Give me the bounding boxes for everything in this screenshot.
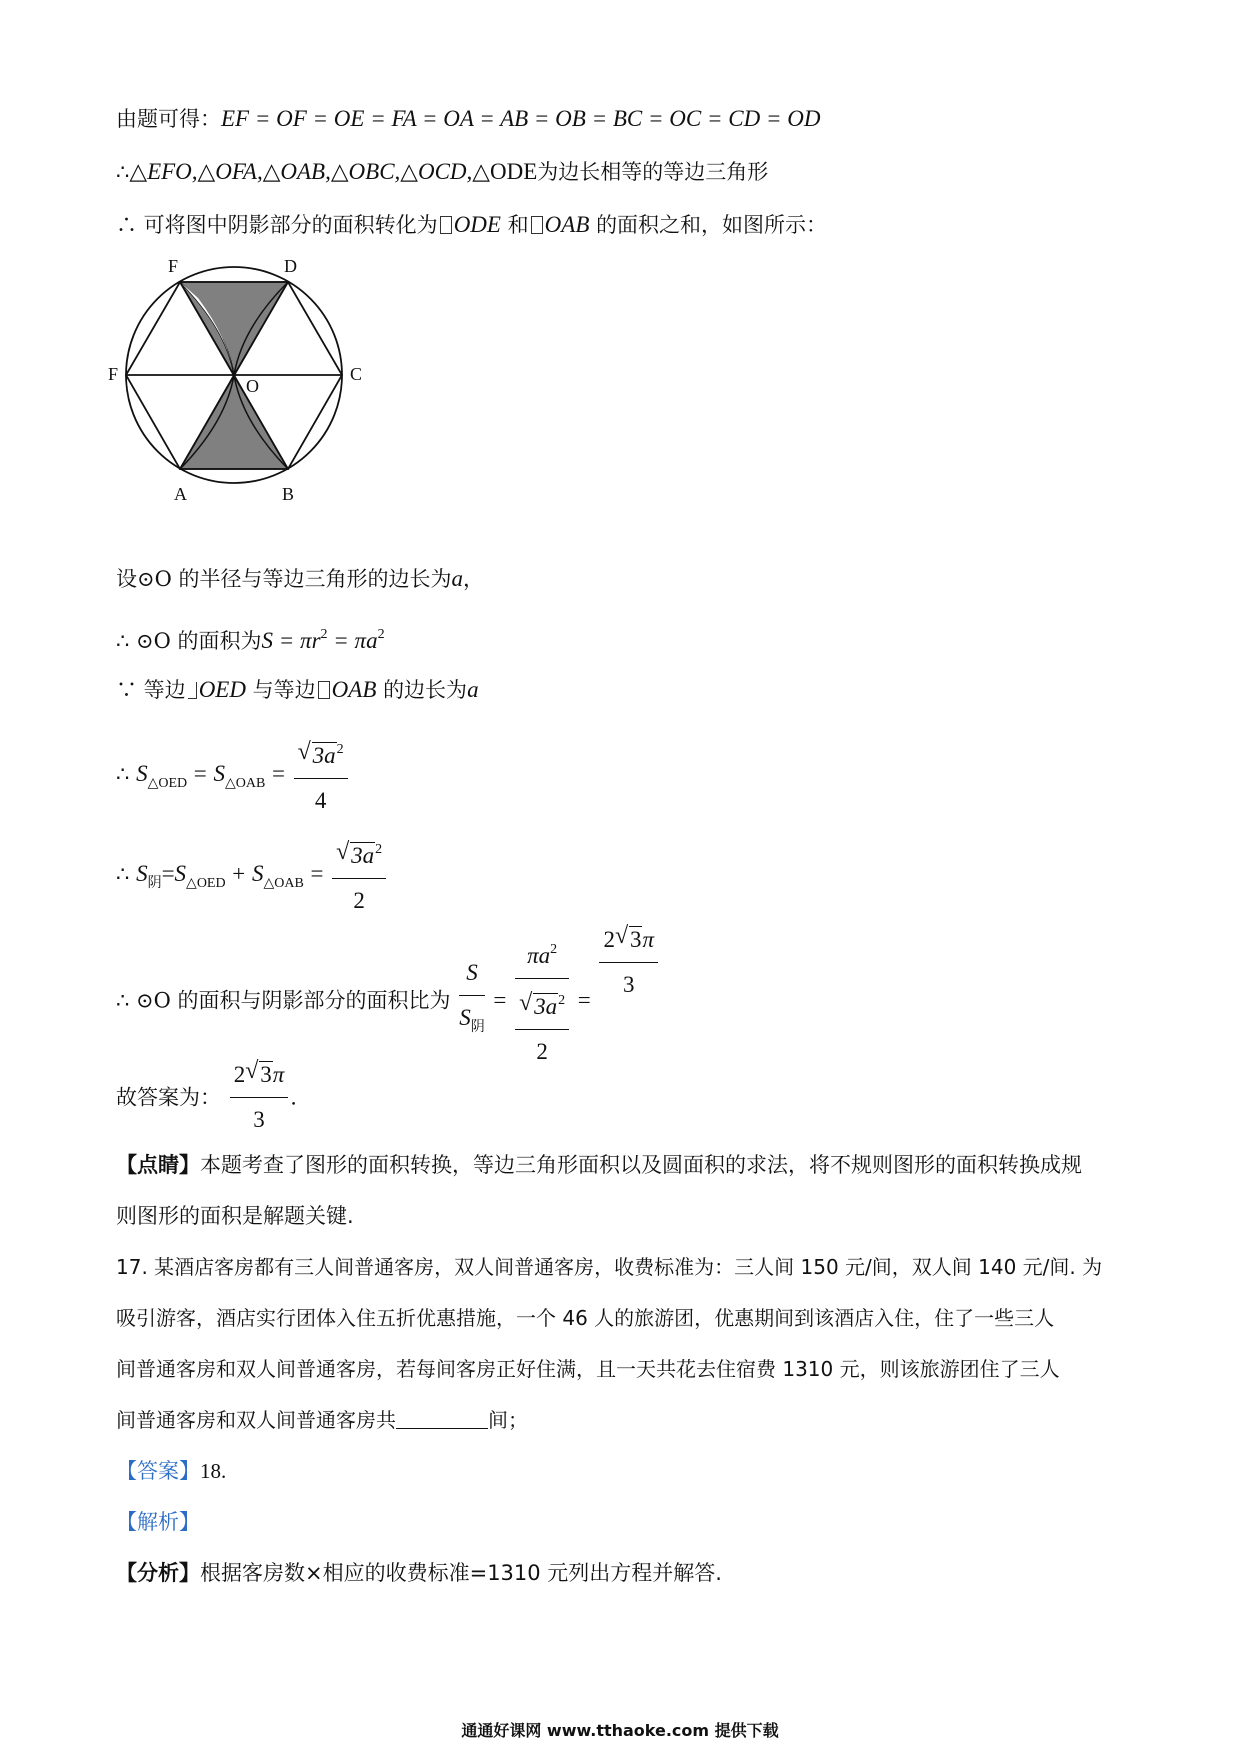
area-symbol: S xyxy=(251,861,264,886)
subscript-oab: △OAB xyxy=(263,876,304,891)
equilateral-triangles-statement xyxy=(116,157,768,187)
and-text: 和 xyxy=(507,213,529,237)
subscript-oed: △OED xyxy=(186,876,226,891)
exponent: 2 xyxy=(377,627,385,642)
circle-area-text: ∴ ⊙O 的面积为 xyxy=(116,629,262,653)
label-f-left: F xyxy=(108,364,119,384)
exponent: 2 xyxy=(336,742,344,757)
question-17-line-1 xyxy=(116,1252,1102,1282)
subscript-shaded: 阴 xyxy=(470,1020,485,1035)
triangle-area-equation xyxy=(116,730,350,821)
area-symbol: S xyxy=(213,761,225,786)
fraction-denominator: 3 xyxy=(253,1107,265,1132)
answer-fraction xyxy=(230,1055,289,1140)
triangle-oab-name: OAB xyxy=(544,212,590,237)
nested-numerator: 3a xyxy=(534,993,558,1019)
answer-prefix: 故答案为： xyxy=(116,1085,221,1110)
subscript-oab: △OAB xyxy=(224,776,266,791)
area-symbol: S xyxy=(136,761,148,786)
circle-area-math: S = πr xyxy=(261,628,321,653)
comma: ， xyxy=(463,567,484,591)
equals-sign: = xyxy=(193,761,207,786)
area-transform-statement xyxy=(116,210,827,240)
upper-shaded-region xyxy=(180,282,288,375)
triangle-ode-name: ODE xyxy=(453,212,501,237)
dianjing-line-1 xyxy=(116,1150,1082,1180)
side-length-statement xyxy=(116,675,479,705)
question-text-end: 间； xyxy=(488,1408,528,1432)
area-symbol: S xyxy=(174,861,187,886)
missing-glyph-box xyxy=(531,216,543,234)
question-text: 17. 某酒店客房都有三人间普通客房，双人间普通客房，收费标准为：三人间 150 元/间，双人间 140 元/间. 为 xyxy=(116,1255,1103,1279)
therefore-symbol: ∴ xyxy=(116,762,130,786)
question-17-line-2 xyxy=(116,1303,1054,1333)
fraction-denominator: 4 xyxy=(314,788,327,813)
variable-a: a xyxy=(467,677,479,702)
label-c: C xyxy=(350,364,363,384)
equals-sign: = xyxy=(310,861,324,886)
fenxi-line xyxy=(116,1558,722,1588)
subscript-oed: △OED xyxy=(147,776,188,791)
fraction-result xyxy=(599,920,658,1005)
answer-blank xyxy=(396,1406,488,1429)
triangle-oed-name: OED xyxy=(198,677,246,702)
fraction-numerator: S xyxy=(459,953,485,996)
triangle-oab-name: OAB xyxy=(331,677,377,702)
because-text: ∵ 等边 xyxy=(116,678,186,702)
coefficient: 2 xyxy=(233,1062,246,1087)
fraction-sqrt3-a2-over-4 xyxy=(294,730,348,821)
nested-denominator: 2 xyxy=(536,1038,548,1064)
dianjing-line-2 xyxy=(116,1201,354,1231)
missing-glyph-box xyxy=(188,682,197,699)
missing-glyph-box xyxy=(440,216,452,234)
coefficient: 2 xyxy=(603,927,615,952)
label-o: O xyxy=(246,376,259,396)
dianjing-text: 本题考查了图形的面积转换，等边三角形面积以及圆面积的求法，将不规则图形的面积转换成规 xyxy=(200,1153,1082,1177)
variable-a: a xyxy=(451,566,463,591)
therefore-symbol: ∴ xyxy=(116,862,130,886)
fenxi-text: 根据客房数×相应的收费标准=1310 元列出方程并解答. xyxy=(200,1561,722,1585)
exponent: 2 xyxy=(375,842,383,857)
fraction-denominator: 3 xyxy=(622,972,635,997)
equal-sides-math: EF = OF = OE = FA = OA = AB = OB = BC = OC = CD = OD xyxy=(221,106,821,131)
fraction-denominator: S xyxy=(459,1005,471,1030)
radicand: 3 xyxy=(629,927,642,952)
final-answer-line xyxy=(116,1055,297,1140)
fraction-numerator: 3a xyxy=(351,843,375,868)
period: . xyxy=(290,1085,297,1110)
area-symbol: S xyxy=(136,861,148,886)
equals-sign: = xyxy=(493,987,507,1013)
exponent: 2 xyxy=(320,627,328,642)
equals-sign: = xyxy=(271,761,285,786)
pi-symbol: π xyxy=(272,1062,285,1087)
exponent: 2 xyxy=(550,941,558,957)
lower-shaded-region xyxy=(180,375,288,469)
missing-glyph-box xyxy=(318,681,330,699)
equals-sign: = xyxy=(577,987,591,1013)
triangles-math: △EFO,△OFA,△OAB,△OBC,△OCD, xyxy=(129,159,473,184)
fraction-numerator: πa xyxy=(527,942,551,968)
fraction-sqrt3-a2-over-2 xyxy=(332,830,386,921)
circle-area-statement xyxy=(116,620,385,656)
page-footer: 通通好课网 www.tthaoke.com 提供下载 xyxy=(461,1721,779,1740)
equals-sign: = xyxy=(161,861,175,886)
question-text: 间普通客房和双人间普通客房共 xyxy=(116,1408,396,1432)
label-a: A xyxy=(174,484,187,504)
exponent: 2 xyxy=(558,992,566,1008)
radius-assumption xyxy=(116,564,484,594)
label-d: D xyxy=(284,258,297,276)
dianjing-label: 【点睛】 xyxy=(116,1153,200,1177)
and-equilateral-text: 与等边 xyxy=(252,678,316,702)
jiexi-label: 【解析】 xyxy=(116,1510,200,1534)
equal-sides-statement xyxy=(116,104,820,134)
question-text: 吸引游客，酒店实行团体入住五折优惠措施，一个 46 人的旅游团，优惠期间到该酒店入住，住了一些三人 xyxy=(116,1306,1055,1330)
fraction-denominator: 2 xyxy=(353,888,365,913)
transform-suffix: 的面积之和，如图所示： xyxy=(596,213,828,237)
shaded-area-equation xyxy=(116,830,388,921)
label-f-top: F xyxy=(168,258,179,276)
subscript-shaded: 阴 xyxy=(147,876,162,891)
plus-sign: + xyxy=(232,861,246,886)
label-b: B xyxy=(282,484,295,504)
radius-text: 设⊙O 的半径与等边三角形的边长为 xyxy=(116,567,452,591)
fraction-numerator: 3a xyxy=(312,743,336,768)
side-length-text: 的边长为 xyxy=(383,678,468,702)
circle-area-math-2: = πa xyxy=(327,628,378,653)
fraction-pi-a2-over-shaded xyxy=(515,930,569,1072)
statement-prefix: 由题可得： xyxy=(116,107,221,131)
jiexi-line xyxy=(116,1507,200,1537)
triangle-ode: △ODE xyxy=(472,159,538,184)
transform-text: ∴ 可将图中阴影部分的面积转化为 xyxy=(116,213,438,237)
area-ratio-equation xyxy=(116,920,660,1064)
fenxi-label: 【分析】 xyxy=(116,1561,200,1585)
ratio-text: ∴ ⊙O 的面积与阴影部分的面积比为 xyxy=(116,988,451,1013)
answer-value: 18. xyxy=(200,1459,227,1483)
question-17-line-3 xyxy=(116,1354,1060,1384)
triangles-suffix: 为边长相等的等边三角形 xyxy=(537,160,769,184)
fraction-s-over-s-shaded xyxy=(459,953,485,1048)
hexagon-circle-figure xyxy=(108,258,428,548)
question-text: 间普通客房和双人间普通客房，若每间客房正好住满，且一天共花去住宿费 1310 元，则该旅游团住了三人 xyxy=(116,1357,1060,1381)
question-17-line-4 xyxy=(116,1405,528,1435)
answer-label: 【答案】 xyxy=(116,1459,200,1483)
dianjing-text-cont: 则图形的面积是解题关键. xyxy=(116,1204,354,1228)
therefore-symbol: ∴ xyxy=(116,160,130,184)
radicand: 3 xyxy=(260,1062,272,1087)
pi-symbol: π xyxy=(642,927,654,952)
answer-line xyxy=(116,1456,226,1486)
